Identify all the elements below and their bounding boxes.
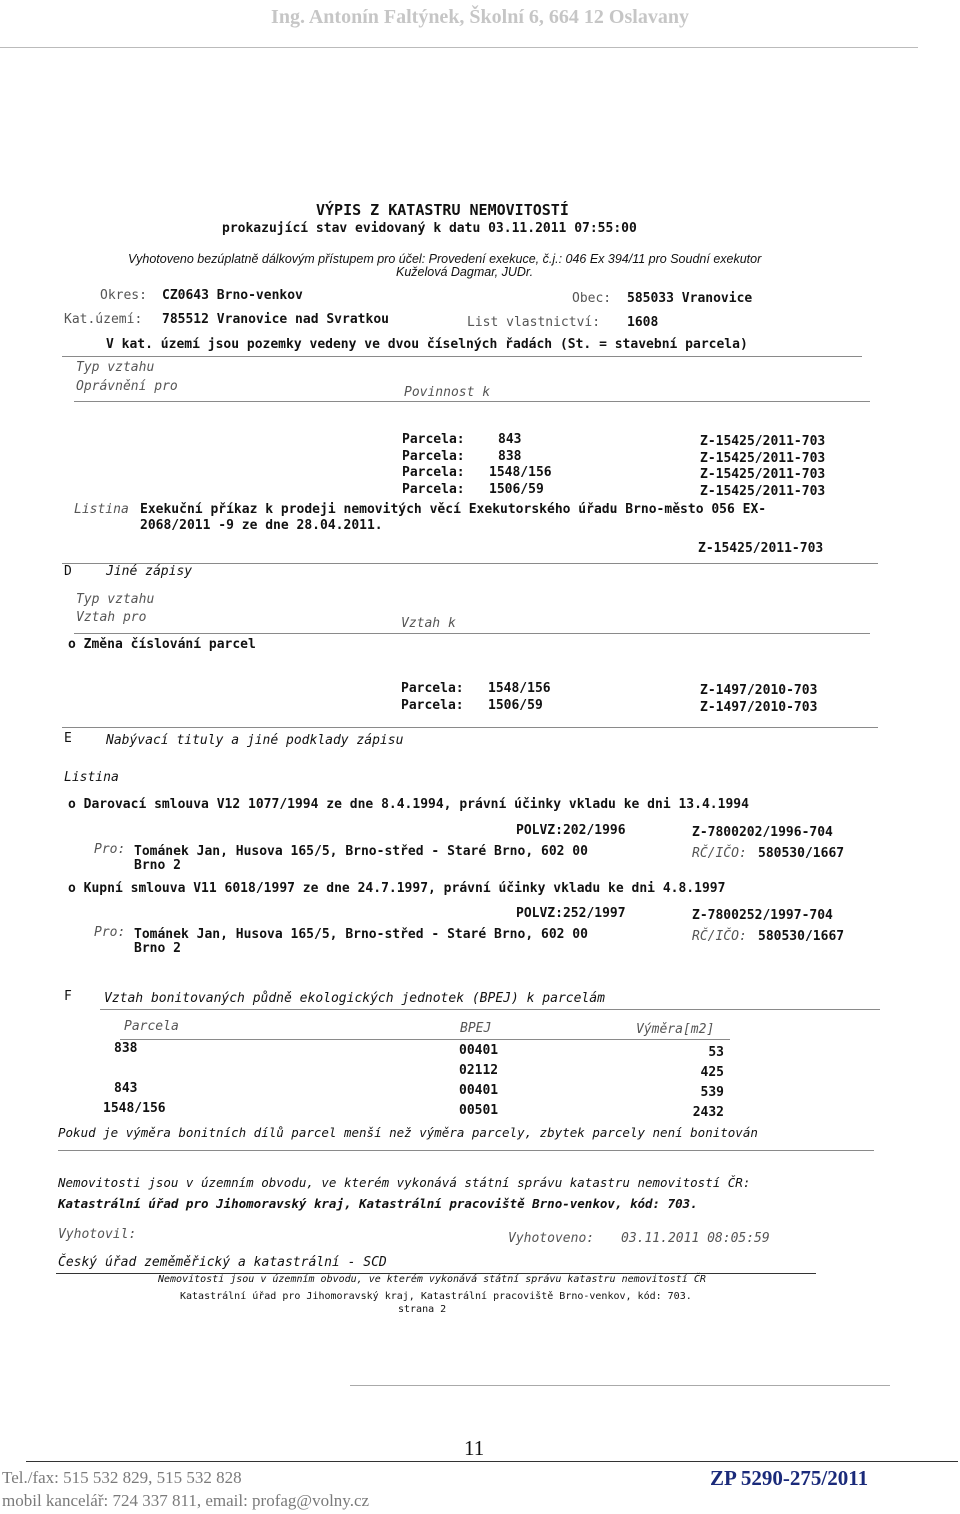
listina-ref: Z-15425/2011-703 <box>698 541 824 556</box>
parcel-ref: Z-15425/2011-703 <box>700 467 826 482</box>
titul-ref: Z-7800202/1996-704 <box>692 825 833 840</box>
bpej-row-parcela: 838 <box>114 1041 138 1056</box>
parcel-number: 843 <box>498 432 522 447</box>
parcel-number: 1548/156 <box>488 681 551 696</box>
titul-pro-text: Tománek Jan, Husova 165/5, Brno-střed - Staré Brno, 602 00 <box>134 927 588 942</box>
parcel-ref: Z-1497/2010-703 <box>700 700 818 715</box>
bpej-row-vymera: 53 <box>708 1045 724 1060</box>
titul-pro-label: Pro: <box>94 842 126 857</box>
bpej-row-parcela: 1548/156 <box>103 1101 166 1116</box>
typ-vztahu-label: Typ vztahu <box>76 592 155 607</box>
contact-email: mobil kancelář: 724 337 811, email: profag@volny.cz <box>2 1491 370 1510</box>
vyhotoveno-value: 03.11.2011 08:05:59 <box>621 1231 770 1246</box>
lv-value: 1608 <box>627 315 659 330</box>
titul-pro-label: Pro: <box>94 925 126 940</box>
titul-rc-label: RČ/IČO: <box>692 846 747 861</box>
titul-polvz: POLVZ:202/1996 <box>516 823 626 838</box>
listina-label: Listina <box>74 502 129 517</box>
titul-pro-text2: Brno 2 <box>134 941 181 956</box>
typ-vztahu-label: Typ vztahu <box>76 360 155 375</box>
titul-pro-text: Tománek Jan, Husova 165/5, Brno-střed - Staré Brno, 602 00 <box>134 844 588 859</box>
small-note-1: Nemovitosti jsou v územním obvodu, ve kterém vykonává státní správu katastru nemovitostí ČR <box>158 1274 706 1285</box>
titul-rc-value: 580530/1667 <box>758 846 845 861</box>
vztah-k-label: Vztah k <box>401 616 456 631</box>
opravneni-pro-label: Oprávnění pro <box>76 379 178 394</box>
section-d-letter: D <box>64 564 72 579</box>
katastralni-urad-line: Katastrální úřad pro Jihomoravský kraj, Katastrální pracoviště Brno-venkov, kód: 703. <box>58 1196 698 1211</box>
bpej-row-code: 02112 <box>459 1063 499 1078</box>
titul-polvz: POLVZ:252/1997 <box>516 906 626 921</box>
contact-phone: Tel./fax: 515 532 829, 515 532 828 <box>2 1468 242 1487</box>
section-e-title: Nabývací tituly a jiné podklady zápisu <box>106 733 404 748</box>
scan-bottom-rule <box>350 1385 890 1386</box>
page-header: Ing. Antonín Faltýnek, Školní 6, 664 12 Oslavany <box>271 6 689 28</box>
parcel-label: Parcela: <box>401 698 464 713</box>
section-f-letter: F <box>64 989 72 1004</box>
small-note-2: Katastrální úřad pro Jihomoravský kraj, Katastrální pracoviště Brno-venkov, kód: 703. <box>180 1291 692 1302</box>
parcel-number: 1548/156 <box>489 465 552 480</box>
titul-title: o Kupní smlouva V11 6018/1997 ze dne 24.7.1997, právní účinky vkladu ke dni 4.8.1997 <box>68 881 726 896</box>
bpej-row-vymera: 2432 <box>692 1105 724 1120</box>
section-f-rule <box>100 1009 880 1010</box>
section-d-title: Jiné zápisy <box>106 564 193 579</box>
bpej-row-code: 00401 <box>459 1083 499 1098</box>
bpej-row-vymera: 425 <box>700 1065 724 1080</box>
parcel-ref: Z-15425/2011-703 <box>700 451 826 466</box>
parcel-ref: Z-15425/2011-703 <box>700 434 826 449</box>
bpej-row-code: 00401 <box>459 1043 499 1058</box>
parcel-number: 838 <box>498 449 522 464</box>
col-parcela: Parcela <box>124 1019 179 1034</box>
header-rule <box>0 47 918 48</box>
zmena-cislovani-item: o Změna číslování parcel <box>68 637 256 652</box>
bpej-row-parcela: 843 <box>114 1081 138 1096</box>
listina-text-line1: Exekuční příkaz k prodeji nemovitých věcí Exekutorského úřadu Brno-město 056 EX- <box>140 502 767 517</box>
parcel-ref: Z-15425/2011-703 <box>700 484 826 499</box>
kat-note: V kat. území jsou pozemky vedeny ve dvou číselných řadách (St. = stavební parcela) <box>106 337 748 352</box>
footer-rule <box>26 1461 958 1462</box>
povinnost-k-label: Povinnost k <box>404 385 491 400</box>
vyhotoveno-label: Vyhotoveno: <box>508 1231 595 1246</box>
titul-ref: Z-7800252/1997-704 <box>692 908 833 923</box>
doc-note-line2: Kuželová Dagmar, JUDr. <box>396 265 534 279</box>
vyhotovil-label: Vyhotovil: <box>58 1227 137 1242</box>
bonitace-rule <box>58 1150 874 1151</box>
okres-value: CZ0643 Brno-venkov <box>162 288 303 303</box>
section-e-rule-top <box>62 727 878 728</box>
case-number: ZP 5290-275/2011 <box>710 1466 869 1490</box>
bonitace-note: Pokud je výměra bonitních dílů parcel menší než výměra parcely, zbytek parcely není bonitován <box>58 1125 758 1140</box>
cuzk-line: Český úřad zeměměřický a katastrální - SCD <box>58 1255 387 1270</box>
listina-text-line2: 2068/2011 -9 ze dne 28.04.2011. <box>140 518 383 533</box>
doc-subtitle: prokazující stav evidovaný k datu 03.11.2011 07:55:00 <box>222 221 637 236</box>
bpej-row-vymera: 539 <box>700 1085 724 1100</box>
kat-note-rule <box>62 356 862 357</box>
section-e-letter: E <box>64 731 72 746</box>
col-bpej: BPEJ <box>460 1021 492 1036</box>
vztah-pro-label: Vztah pro <box>76 610 147 625</box>
doc-title: VÝPIS Z KATASTRU NEMOVITOSTÍ <box>316 201 569 219</box>
parcel-label: Parcela: <box>402 482 465 497</box>
doc-note-line1: Vyhotoveno bezúplatně dálkovým přístupem pro účel: Provedení exekuce, č.j.: 046 Ex 394/11 pro Soudní exekutor <box>128 252 762 266</box>
section-f-title: Vztah bonitovaných půdně ekologických jednotek (BPEJ) k parcelám <box>104 991 605 1006</box>
section-d-rule <box>74 633 870 634</box>
parcel-number: 1506/59 <box>489 482 544 497</box>
titul-pro-text2: Brno 2 <box>134 858 181 873</box>
section-e-listina-label: Listina <box>64 770 119 785</box>
page-number: 11 <box>464 1436 485 1460</box>
obec-value: 585033 Vranovice <box>627 291 753 306</box>
obvod-line: Nemovitosti jsou v územním obvodu, ve kterém vykonává státní správu katastru nemovitostí ČR: <box>58 1175 751 1190</box>
titul-rc-label: RČ/IČO: <box>692 929 747 944</box>
parcel-label: Parcela: <box>401 681 464 696</box>
titul-rc-value: 580530/1667 <box>758 929 845 944</box>
parcel-ref: Z-1497/2010-703 <box>700 683 818 698</box>
parcel-label: Parcela: <box>402 449 465 464</box>
okres-label: Okres: <box>100 288 147 303</box>
parcel-label: Parcela: <box>402 465 465 480</box>
bpej-row-code: 00501 <box>459 1103 499 1118</box>
parcel-label: Parcela: <box>402 432 465 447</box>
section-c-rule <box>74 401 870 402</box>
titul-title: o Darovací smlouva V12 1077/1994 ze dne 8.4.1994, právní účinky vkladu ke dni 13.4.1994 <box>68 797 749 812</box>
table-header-rule <box>120 1039 730 1040</box>
strana-label: strana 2 <box>398 1304 447 1315</box>
lv-label: List vlastnictví: <box>467 315 601 330</box>
katuzemi-label: Kat.území: <box>64 312 143 327</box>
col-vymera: Výměra[m2] <box>636 1022 715 1037</box>
katuzemi-value: 785512 Vranovice nad Svratkou <box>162 312 389 327</box>
obec-label: Obec: <box>572 291 612 306</box>
parcel-number: 1506/59 <box>488 698 543 713</box>
